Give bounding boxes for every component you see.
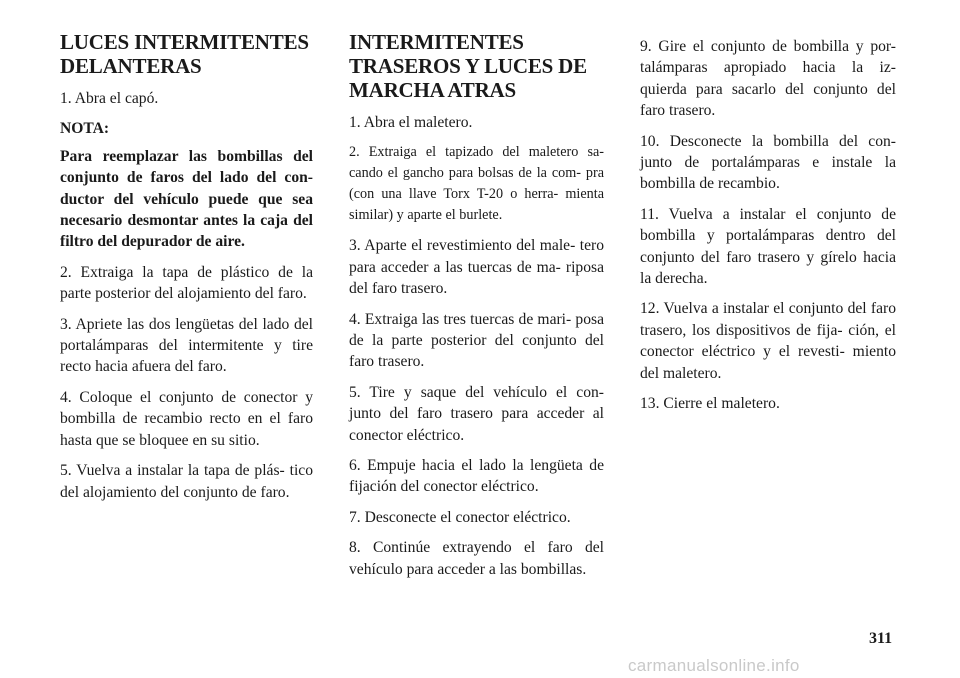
step-7: 7. Desconecte el conector eléctrico. (349, 508, 571, 526)
step-6: 6. Empuje hacia el lado la lengüeta de fijación del conector eléctrico. (349, 457, 604, 496)
step-3: 3. Apriete las dos lengüetas del lado del portalámparas del intermitente y tire recto hacia afuera del faro. (60, 315, 313, 376)
column-rear-turn-signals (349, 30, 604, 589)
step-1: 1. Abra el maletero. (349, 114, 473, 131)
step-5: 5. Vuelva a instalar la tapa de plás- tico del alojamiento del conjunto de faro. (60, 462, 313, 501)
step-1: 1. Abra el capó. (60, 90, 159, 107)
step-8: 8. Continúe extrayendo el faro del vehículo para acceder a las bombillas. (349, 539, 604, 578)
step-10: 10. Desconecte la bombilla del con- junto de portalámparas e instale la bombilla de recambio. (640, 132, 896, 193)
step-5: 5. Tire y saque del vehículo el con- junto del faro trasero para acceder al conector eléctrico. (349, 383, 604, 444)
watermark: carmanualsonline.info (628, 656, 800, 675)
column-rear-continued (640, 36, 896, 424)
step-3: 3. Aparte el revestimiento del male- tero para acceder a las tuercas de ma- riposa del faro trasero. (349, 237, 604, 298)
step-2: 2. Extraiga el tapizado del maletero sa- cando el gancho para bolsas de la com- pra (con una llave Torx T-20 o herra- mienta similar) y aparte el burlete. (349, 144, 604, 224)
column-front-turn-signals (60, 30, 313, 512)
step-2: 2. Extraiga la tapa de plástico de la parte posterior del alojamiento del faro. (60, 263, 313, 303)
note-text: Para reemplazar las bombillas del conjunto de faros del lado del con- ductor del vehículo puede que sea necesario desmontar antes la caja del filtro del depurador de aire. (60, 147, 313, 251)
note-label: NOTA: (60, 120, 110, 138)
step-13: 13. Cierre el maletero. (640, 395, 780, 413)
step-11: 11. Vuelva a instalar el conjunto de bombilla y portalámparas dentro del conjunto del faro trasero y gírelo hacia la derecha. (640, 205, 896, 288)
step-9: 9. Gire el conjunto de bombilla y por- talámparas apropiado hacia la iz- quierda para sacarlo del conjunto del faro trasero. (640, 38, 896, 120)
page-number: 311 (869, 630, 893, 647)
step-4: 4. Coloque el conjunto de conector y bombilla de recambio recto en el faro hasta que se bloquee en su sitio. (60, 388, 313, 449)
heading-rear-turn-signals: INTERMITENTES TRASEROS Y LUCES DE MARCHA ATRAS (349, 30, 587, 102)
step-4: 4. Extraiga las tres tuercas de mari- posa de la parte posterior del conjunto del faro trasero. (349, 310, 604, 371)
step-12: 12. Vuelva a instalar el conjunto del faro trasero, los dispositivos de fija- ción, el conector eléctrico y el revesti- miento del maletero. (640, 300, 896, 382)
heading-front-turn-signals: LUCES INTERMITENTES DELANTERAS (60, 30, 309, 78)
